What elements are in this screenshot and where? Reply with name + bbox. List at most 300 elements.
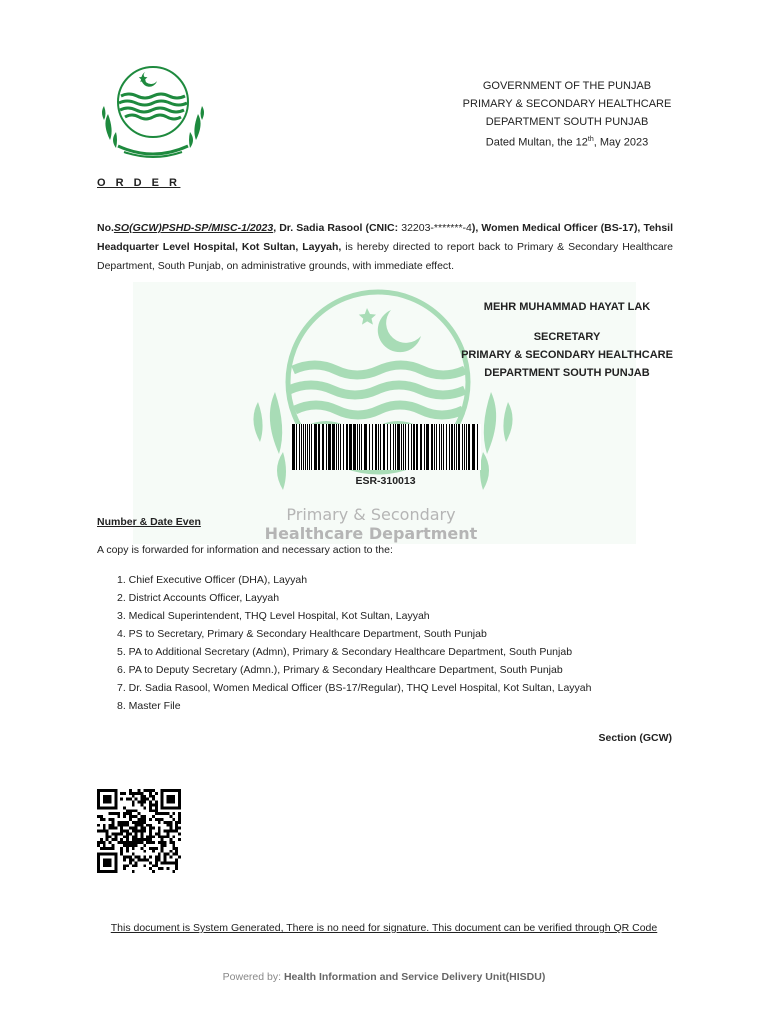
qr-module	[97, 864, 100, 867]
qr-module	[146, 841, 149, 844]
qr-module	[117, 821, 120, 824]
qr-module	[120, 841, 123, 844]
qr-module	[111, 789, 114, 792]
barcode-bar	[296, 424, 297, 470]
qr-module	[167, 824, 170, 827]
barcode-bar	[431, 424, 433, 470]
qr-module	[109, 801, 112, 804]
qr-module	[129, 809, 132, 812]
qr-module	[146, 859, 149, 862]
qr-module	[149, 830, 152, 833]
barcode-label: ESR-310013	[355, 475, 416, 487]
qr-module	[143, 821, 146, 824]
qr-module	[155, 806, 158, 809]
qr-module	[132, 870, 135, 873]
qr-module	[152, 827, 155, 830]
qr-module	[152, 870, 155, 873]
qr-module	[126, 812, 129, 815]
qr-module	[169, 798, 172, 801]
qr-module	[109, 824, 112, 827]
qr-module	[129, 827, 132, 830]
qr-module	[132, 841, 135, 844]
qr-module	[172, 844, 175, 847]
qr-module	[178, 798, 181, 801]
barcode-bar	[434, 424, 435, 470]
qr-module	[149, 856, 152, 859]
qr-module	[97, 824, 100, 827]
date-prefix: Dated Multan, the 12	[485, 136, 588, 149]
barcode-bar	[378, 424, 379, 470]
system-generated-note: This document is System Generated, There is no need for signature. This document can be verified through QR Code	[110, 922, 658, 934]
qr-module	[149, 841, 152, 844]
barcode-bar	[424, 424, 425, 470]
qr-module	[123, 815, 126, 818]
qr-module	[123, 844, 126, 847]
qr-module	[135, 809, 138, 812]
qr-module	[155, 861, 158, 864]
qr-module	[140, 815, 143, 818]
qr-module	[126, 824, 129, 827]
section-label: Section (GCW)	[598, 732, 672, 744]
qr-module	[103, 827, 106, 830]
qr-module	[114, 812, 117, 815]
qr-module	[143, 838, 146, 841]
qr-module	[120, 827, 123, 830]
barcode-bar	[383, 424, 385, 470]
qr-module	[120, 853, 123, 856]
qr-module	[103, 795, 106, 798]
qr-module	[109, 827, 112, 830]
qr-module	[126, 847, 129, 850]
qr-module	[155, 856, 158, 859]
qr-module	[172, 841, 175, 844]
qr-module	[97, 830, 100, 833]
barcode-bar	[387, 424, 388, 470]
qr-module	[117, 832, 120, 835]
qr-module	[103, 864, 106, 867]
qr-module	[161, 789, 164, 792]
qr-module	[143, 798, 146, 801]
qr-module	[152, 850, 155, 853]
qr-module	[140, 803, 143, 806]
barcode-bar	[395, 424, 396, 470]
qr-module	[135, 798, 138, 801]
qr-module	[123, 856, 126, 859]
qr-module	[123, 824, 126, 827]
qr-module	[132, 864, 135, 867]
qr-module	[172, 812, 175, 815]
qr-module	[114, 792, 117, 795]
qr-module	[106, 861, 109, 864]
qr-module	[143, 827, 146, 830]
qr-module	[138, 818, 141, 821]
qr-module	[109, 795, 112, 798]
qr-module	[103, 801, 106, 804]
list-item: 8. Master File	[117, 700, 181, 712]
qr-module	[97, 870, 100, 873]
qr-module	[114, 789, 117, 792]
list-item: 1. Chief Executive Officer (DHA), Layyah	[117, 574, 308, 586]
qr-module	[158, 841, 161, 844]
qr-module	[109, 853, 112, 856]
qr-module	[167, 867, 170, 870]
barcode-bar	[464, 424, 465, 470]
barcode-bar	[292, 424, 295, 470]
qr-module	[172, 830, 175, 833]
qr-module	[114, 838, 117, 841]
qr-module	[140, 824, 143, 827]
qr-module	[152, 809, 155, 812]
qr-module	[164, 835, 167, 838]
qr-module	[103, 844, 106, 847]
list-item: 4. PS to Secretary, Primary & Secondary Healthcare Department, South Punjab	[117, 628, 487, 640]
qr-module	[97, 867, 100, 870]
qr-module	[155, 801, 158, 804]
letterhead	[440, 77, 694, 152]
qr-module	[126, 832, 129, 835]
barcode-bar	[477, 424, 478, 470]
qr-module	[97, 803, 100, 806]
qr-module	[152, 795, 155, 798]
qr-module	[97, 801, 100, 804]
qr-module	[149, 861, 152, 864]
qr-module	[129, 861, 132, 864]
barcode	[290, 424, 481, 470]
powered-org: Health Information and Service Delivery Unit(HISDU)	[283, 971, 546, 983]
qr-module	[135, 835, 138, 838]
barcode-bar	[416, 424, 418, 470]
qr-module	[106, 835, 109, 838]
qr-module	[129, 818, 132, 821]
barcode-bar	[332, 424, 335, 470]
qr-module	[140, 818, 143, 821]
qr-module	[149, 809, 152, 812]
qr-module	[161, 792, 164, 795]
qr-module	[175, 864, 178, 867]
signatory-dept-2: DEPARTMENT SOUTH PUNJAB	[484, 367, 650, 379]
qr-module	[132, 830, 135, 833]
qr-module	[140, 841, 143, 844]
qr-module	[164, 812, 167, 815]
qr-module	[109, 789, 112, 792]
qr-module	[149, 801, 152, 804]
qr-module	[167, 806, 170, 809]
qr-module	[123, 792, 126, 795]
qr-module	[172, 806, 175, 809]
qr-module	[117, 841, 120, 844]
qr-module	[169, 830, 172, 833]
qr-module	[175, 847, 178, 850]
qr-module	[126, 864, 129, 867]
qr-module	[164, 841, 167, 844]
qr-module	[152, 864, 155, 867]
qr-module	[149, 803, 152, 806]
qr-module	[161, 812, 164, 815]
qr-module	[120, 832, 123, 835]
qr-module	[155, 864, 158, 867]
barcode-bar	[446, 424, 447, 470]
qr-module	[143, 850, 146, 853]
qr-module	[164, 856, 167, 859]
qr-module	[161, 838, 164, 841]
qr-module	[103, 806, 106, 809]
barcode-bar	[375, 424, 377, 470]
barcode-bar	[454, 424, 455, 470]
qr-module	[103, 830, 106, 833]
barcode-bar	[336, 424, 337, 470]
qr-module	[129, 789, 132, 792]
barcode-bar	[441, 424, 442, 470]
qr-module	[164, 861, 167, 864]
barcode-bar	[328, 424, 331, 470]
qr-module	[140, 832, 143, 835]
qr-module	[97, 789, 100, 792]
qr-module	[175, 806, 178, 809]
qr-module	[132, 853, 135, 856]
qr-module	[167, 861, 170, 864]
qr-module	[129, 844, 132, 847]
qr-module	[132, 795, 135, 798]
qr-module	[97, 792, 100, 795]
qr-module	[114, 853, 117, 856]
signatory-dept-1: PRIMARY & SECONDARY HEALTHCARE	[461, 349, 673, 361]
signatory-name: MEHR MUHAMMAD HAYAT LAK	[483, 301, 651, 313]
qr-module	[175, 789, 178, 792]
qr-module	[109, 812, 112, 815]
qr-module	[172, 801, 175, 804]
barcode-bar	[357, 424, 358, 470]
qr-module	[167, 795, 170, 798]
qr-module	[103, 870, 106, 873]
qr-module	[109, 818, 112, 821]
qr-module	[143, 815, 146, 818]
qr-module	[123, 835, 126, 838]
verification-qr-code[interactable]	[97, 788, 181, 874]
qr-module	[135, 824, 138, 827]
signatory-block	[440, 298, 694, 382]
header-line-2: PRIMARY & SECONDARY HEALTHCARE	[462, 98, 672, 110]
qr-module	[169, 821, 172, 824]
qr-module	[120, 798, 123, 801]
officer-posting: Tehsil Headquarter Level Hospital, Kot Sultan, Layyah,	[97, 222, 674, 253]
officer-designation: ), Women Medical Officer (BS-17),	[471, 222, 641, 234]
qr-module	[109, 870, 112, 873]
qr-module	[126, 835, 129, 838]
qr-module	[149, 806, 152, 809]
qr-module	[114, 801, 117, 804]
barcode-bar	[466, 424, 467, 470]
qr-module	[114, 827, 117, 830]
qr-module	[143, 801, 146, 804]
qr-module	[169, 827, 172, 830]
qr-module	[155, 859, 158, 862]
date-suffix-sup: th	[587, 136, 594, 143]
qr-module	[111, 870, 114, 873]
qr-module	[135, 830, 138, 833]
qr-module	[100, 830, 103, 833]
qr-module	[152, 803, 155, 806]
qr-module	[155, 792, 158, 795]
qr-module	[158, 832, 161, 835]
qr-module	[155, 809, 158, 812]
qr-module	[140, 795, 143, 798]
qr-module	[132, 809, 135, 812]
qr-module	[161, 861, 164, 864]
qr-module	[120, 830, 123, 833]
powered-prefix: Powered by:	[222, 971, 284, 983]
date-line	[440, 131, 694, 152]
qr-module	[123, 806, 126, 809]
barcode-bar	[411, 424, 412, 470]
qr-module	[178, 832, 181, 835]
qr-module	[100, 838, 103, 841]
qr-module	[135, 844, 138, 847]
qr-module	[149, 824, 152, 827]
qr-module	[158, 818, 161, 821]
qr-module	[123, 859, 126, 862]
watermark-line-1: Primary & Secondary	[286, 505, 456, 524]
qr-module	[135, 856, 138, 859]
qr-module	[161, 798, 164, 801]
qr-module	[167, 798, 170, 801]
number-date-even: Number & Date Even	[97, 516, 201, 528]
qr-module	[132, 844, 135, 847]
qr-module	[129, 841, 132, 844]
officer-cnic: 32203-*******-4	[401, 222, 472, 234]
qr-module	[172, 835, 175, 838]
qr-module	[149, 789, 152, 792]
qr-module	[109, 798, 112, 801]
watermark-line-2: Healthcare Department	[264, 524, 478, 543]
qr-module	[149, 847, 152, 850]
qr-module	[111, 844, 114, 847]
barcode-bar	[338, 424, 339, 470]
qr-module	[152, 815, 155, 818]
qr-module	[143, 830, 146, 833]
qr-module	[169, 801, 172, 804]
qr-module	[126, 850, 129, 853]
qr-module	[97, 861, 100, 864]
qr-module	[169, 850, 172, 853]
qr-module	[129, 859, 132, 862]
qr-module	[126, 798, 129, 801]
qr-module	[114, 859, 117, 862]
qr-module	[126, 821, 129, 824]
qr-module	[172, 870, 175, 873]
qr-module	[169, 838, 172, 841]
qr-module	[164, 853, 167, 856]
qr-module	[97, 859, 100, 862]
barcode-bar	[458, 424, 460, 470]
qr-module	[138, 789, 141, 792]
barcode-bar	[369, 424, 370, 470]
qr-module	[123, 867, 126, 870]
qr-module	[97, 856, 100, 859]
qr-module	[109, 835, 112, 838]
qr-module	[167, 853, 170, 856]
qr-module	[140, 835, 143, 838]
qr-module	[120, 847, 123, 850]
qr-module	[135, 864, 138, 867]
qr-module	[123, 821, 126, 824]
barcode-bar	[408, 424, 409, 470]
qr-module	[164, 844, 167, 847]
qr-module	[97, 798, 100, 801]
qr-module	[143, 856, 146, 859]
qr-module	[132, 835, 135, 838]
qr-module	[161, 835, 164, 838]
qr-module	[97, 815, 100, 818]
qr-module	[132, 803, 135, 806]
qr-module	[164, 830, 167, 833]
barcode-bar	[301, 424, 302, 470]
qr-module	[167, 830, 170, 833]
qr-module	[138, 824, 141, 827]
qr-module	[167, 789, 170, 792]
barcode-bar	[326, 424, 327, 470]
qr-module	[106, 838, 109, 841]
barcode-bar	[299, 424, 300, 470]
qr-module	[167, 812, 170, 815]
barcode-bar	[305, 424, 306, 470]
barcode-bar	[346, 424, 348, 470]
qr-module	[114, 798, 117, 801]
qr-module	[138, 856, 141, 859]
qr-module	[172, 847, 175, 850]
qr-module	[175, 867, 178, 870]
qr-module	[114, 861, 117, 864]
qr-module	[129, 856, 132, 859]
qr-module	[143, 795, 146, 798]
qr-module	[155, 847, 158, 850]
qr-module	[126, 856, 129, 859]
qr-module	[132, 821, 135, 824]
qr-module	[175, 821, 178, 824]
qr-module	[143, 818, 146, 821]
qr-module	[109, 841, 112, 844]
barcode-bar	[353, 424, 356, 470]
barcode-bar	[397, 424, 400, 470]
qr-module	[109, 847, 112, 850]
qr-module	[169, 806, 172, 809]
barcode-bar	[451, 424, 453, 470]
qr-module	[178, 821, 181, 824]
signatory-title: SECRETARY	[533, 331, 601, 343]
qr-module	[161, 803, 164, 806]
qr-module	[106, 832, 109, 835]
qr-module	[100, 818, 103, 821]
qr-module	[167, 835, 170, 838]
qr-module	[135, 827, 138, 830]
qr-module	[100, 841, 103, 844]
qr-module	[135, 861, 138, 864]
qr-module	[152, 789, 155, 792]
qr-module	[135, 821, 138, 824]
barcode-bar	[390, 424, 391, 470]
qr-module	[158, 853, 161, 856]
list-item: 6. PA to Deputy Secretary (Admn.), Primary & Secondary Healthcare Department, South Punjab	[117, 664, 563, 676]
barcode-bar	[456, 424, 457, 470]
qr-module	[155, 832, 158, 835]
qr-module	[152, 835, 155, 838]
qr-module	[149, 832, 152, 835]
qr-module	[167, 832, 170, 835]
qr-module	[146, 789, 149, 792]
qr-module	[164, 806, 167, 809]
qr-module	[161, 850, 164, 853]
qr-module	[135, 815, 138, 818]
qr-module	[111, 812, 114, 815]
